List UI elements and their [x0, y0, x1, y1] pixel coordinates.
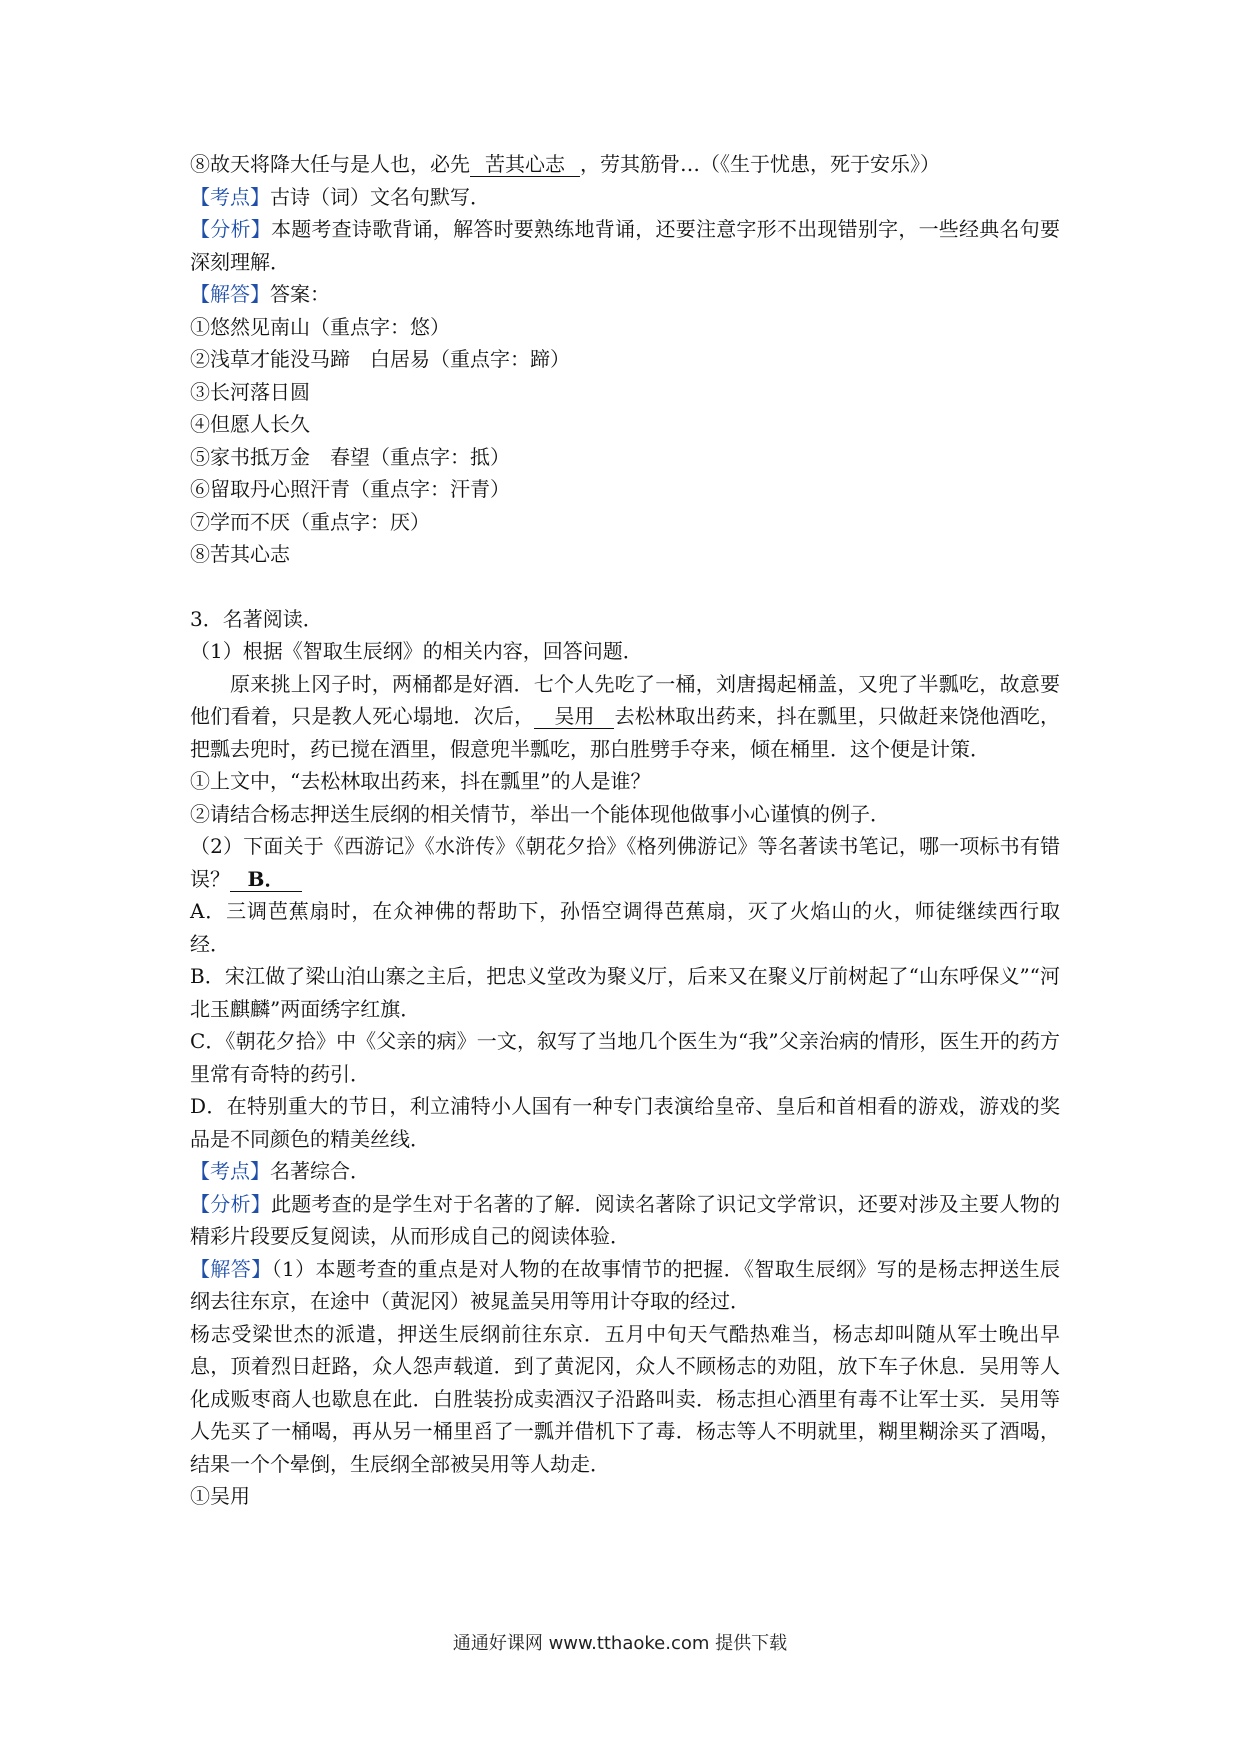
fenxi-2	[190, 1188, 1060, 1253]
final-answer: ①吴用	[190, 1484, 250, 1508]
answer-7: ⑦学而不厌（重点字：厌）	[190, 509, 430, 534]
fenxi-text: 本题考查诗歌背诵，解答时要熟练地背诵，还要注意字形不出现错别字，一些经典名句要深刻理解．	[190, 217, 1061, 274]
question-3-2	[190, 830, 1060, 895]
fenxi-tag: 【分析】	[190, 217, 271, 241]
kaodian-tag: 【考点】	[190, 1159, 270, 1183]
jieda-tag: 【解答】	[190, 1256, 272, 1281]
question-3-1: （1）根据《智取生辰纲》的相关内容，回答问题．	[190, 639, 643, 663]
question-3-title: 3．名著阅读．	[190, 606, 323, 631]
option-d: D．在特别重大的节日，利立浦特小人国有一种专门表演给皇帝、皇后和首相看的游戏，游戏的奖品是不同颜色的精美丝线．	[190, 1094, 1060, 1151]
sub-question-2: ②请结合杨志押送生辰纲的相关情节，举出一个能体现他做事小心谨慎的例子．	[190, 801, 890, 826]
jieda-1	[190, 278, 1060, 311]
answer-2: ②浅草才能没马蹄 白居易（重点字：蹄）	[190, 347, 570, 371]
answer-6: ⑥留取丹心照汗青（重点字：汗青）	[190, 477, 510, 501]
fenxi-1	[190, 213, 1060, 278]
document-body	[190, 148, 1060, 1513]
spacer	[190, 571, 1060, 603]
passage-text: 原来挑上冈子时，两桶都是好酒．七个人先吃了一桶，刘唐揭起桶盖，又兜了半瓢吃，故意要他们看着，只是教人死心塌地．次后，	[190, 671, 1060, 728]
kaodian-text: 古诗（词）文名句默写．	[270, 184, 490, 209]
reading-passage	[190, 668, 1060, 766]
kaodian-2	[190, 1155, 1060, 1188]
jieda-tag: 【解答】	[190, 282, 270, 306]
kaodian-tag: 【考点】	[190, 184, 270, 209]
quote-text: ⑧故天将降大任与是人也，必先	[190, 152, 470, 176]
fill-blank-answer: 苦其心志	[470, 152, 580, 177]
answer-3: ③长河落日圆	[190, 379, 310, 404]
answer-5: ⑤家书抵万金 春望（重点字：抵）	[190, 444, 510, 469]
sub-question-1: ①上文中，“去松林取出药来，抖在瓢里”的人是谁？	[190, 769, 651, 793]
jieda-text: （1）本题考查的重点是对人物的在故事情节的把握．《智取生辰纲》写的是杨志押送生辰纲去往东京，在途中（黄泥冈）被晁盖吴用等用计夺取的经过．	[190, 1256, 1060, 1313]
answer-4: ④但愿人长久	[190, 412, 310, 436]
question-3-2-answer: B．	[230, 867, 302, 892]
fenxi-text: 此题考查的是学生对于名著的了解．阅读名著除了识记文学常识，还要对涉及主要人物的精彩片段要反复阅读，从而形成自己的阅读体验．	[190, 1191, 1061, 1248]
option-c: C．《朝花夕拾》中《父亲的病》一文，叙写了当地几个医生为“我”父亲治病的情形，医生开的药方里常有奇特的药引．	[190, 1029, 1060, 1086]
kaodian-1	[190, 181, 1060, 214]
passage-text-tail: 去松林取出药来，抖在瓢里，只做赶来饶他酒吃，把瓢去兜时，药已搅在酒里，假意兜半瓢吃，那白胜劈手夺来，倾在桶里．这个便是计策．	[190, 704, 1061, 761]
passage-blank-answer: 吴用	[534, 704, 614, 729]
story-summary: 杨志受梁世杰的派遣，押送生辰纲前往东京．五月中旬天气酷热难当，杨志却叫随从军士晚出早息，顶着烈日赶路，众人怨声载道．到了黄泥冈，众人不顾杨志的劝阻，放下车子休息．吴用等人化成贩枣商人也歇息在此．白胜装扮成卖酒汉子沿路叫卖．杨志担心酒里有毒不让军士买．吴用等人先买了一桶喝，再从另一桶里舀了一瓢并借机下了毒．杨志等人不明就里，糊里糊涂买了酒喝，结果一个个晕倒，生辰纲全部被吴用等人劫走．	[190, 1321, 1060, 1476]
answer-1: ①悠然见南山（重点字：悠）	[190, 314, 450, 339]
question-3-2-text: （2）下面关于《西游记》《水浒传》《朝花夕拾》《格列佛游记》等名著读书笔记，哪一项标书有错误？	[190, 834, 1060, 891]
quote-text-tail: ，劳其筋骨…（《生于忧患，死于安乐》）	[580, 152, 940, 176]
kaodian-text: 名著综合．	[270, 1159, 370, 1183]
jieda-2	[190, 1253, 1060, 1318]
page-footer: 通通好课网 www.tthaoke.com 提供下载	[452, 1633, 788, 1654]
jieda-text: 答案：	[270, 282, 330, 306]
fenxi-tag: 【分析】	[190, 1191, 271, 1216]
option-a: A．三调芭蕉扇时，在众神佛的帮助下，孙悟空调得芭蕉扇，灭了火焰山的火，师徒继续西行取经．	[190, 899, 1060, 956]
quote-line-8	[190, 148, 1060, 181]
answer-8: ⑧苦其心志	[190, 542, 290, 566]
option-b: B．宋江做了梁山泊山寨之主后，把忠义堂改为聚义厅，后来又在聚义厅前树起了“山东呼保义”“河北玉麒麟”两面绣字红旗．	[190, 964, 1060, 1021]
